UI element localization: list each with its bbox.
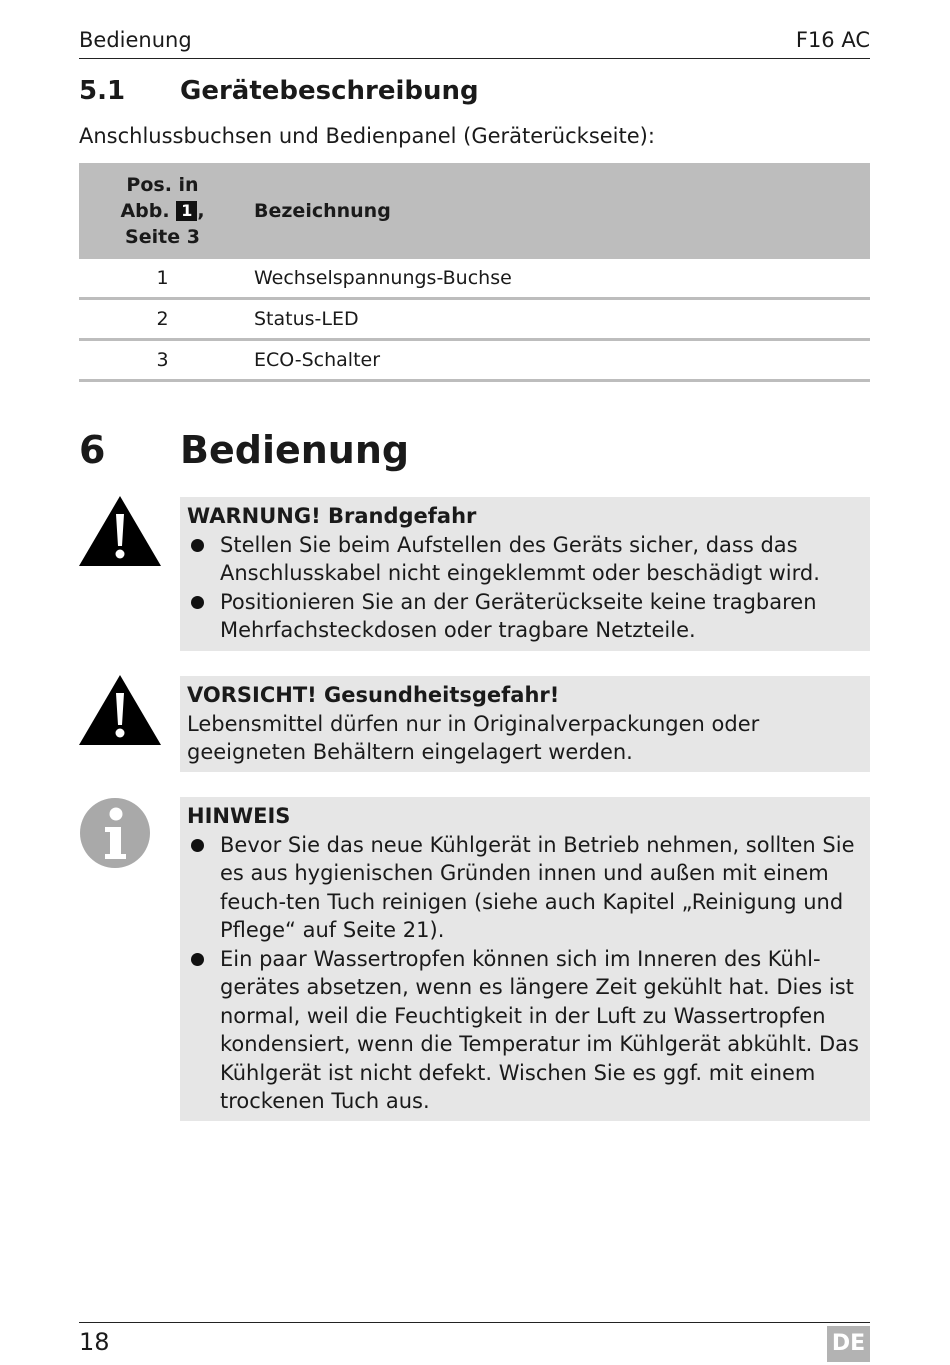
list-item	[187, 531, 860, 588]
bullet-icon	[191, 596, 204, 609]
warning-triangle-icon	[79, 496, 161, 568]
language-badge: DE	[827, 1326, 870, 1362]
list-item	[187, 945, 860, 1116]
note-list	[187, 831, 860, 1116]
caution-notice	[180, 676, 870, 772]
list-item-text: Stellen Sie beim Aufstellen des Geräts sicher, dass das Anschlusskabel nicht eingeklemmt oder beschädigt wird.	[220, 532, 820, 585]
row-name: Status-LED	[246, 299, 870, 340]
info-icon	[79, 797, 151, 869]
section-number: 5.1	[79, 76, 126, 106]
list-item-text: Positionieren Sie an der Geräterückseite keine tragbaren Mehrfachsteckdosen oder tragbare Netzteile.	[220, 589, 817, 642]
header-chapter: Bedienung	[79, 28, 192, 52]
header-model: F16 AC	[795, 28, 870, 52]
row-name: ECO-Schalter	[246, 340, 870, 381]
caution-text: Lebensmittel dürfen nur in Originalverpackungen oder geeigneten Behältern eingelagert werden.	[187, 711, 760, 764]
warning-notice	[180, 497, 870, 651]
caution-title: VORSICHT! Gesundheitsgefahr!	[187, 683, 560, 707]
list-item	[187, 588, 860, 645]
chapter-title: Bedienung	[180, 428, 410, 472]
row-pos: 3	[79, 340, 246, 381]
warning-triangle-icon	[79, 675, 161, 747]
bullet-icon	[191, 539, 204, 552]
section-intro: Anschlussbuchsen und Bedienpanel (Geräterückseite):	[79, 124, 655, 148]
page-number: 18	[79, 1328, 110, 1356]
header-pos-abb: Abb.	[120, 200, 170, 222]
table-row	[79, 299, 870, 340]
section-title: Gerätebeschreibung	[180, 76, 479, 106]
header-pos-comma: ,	[197, 200, 205, 222]
chapter-number: 6	[79, 428, 106, 472]
bullet-icon	[191, 839, 204, 852]
table-header-name: Bezeichnung	[246, 163, 870, 259]
row-pos: 2	[79, 299, 246, 340]
warning-title: WARNUNG! Brandgefahr	[187, 504, 477, 528]
figure-number-badge: 1	[176, 201, 197, 221]
parts-table	[79, 163, 870, 382]
footer-rule	[79, 1322, 870, 1323]
warning-list	[187, 531, 860, 645]
row-pos: 1	[79, 259, 246, 299]
bullet-icon	[191, 953, 204, 966]
note-notice	[180, 797, 870, 1121]
list-item	[187, 831, 860, 945]
header-pos-line1: Pos. in	[126, 174, 199, 196]
table-row	[79, 340, 870, 381]
table-header-row	[79, 163, 870, 259]
list-item-text: Ein paar Wassertropfen können sich im Inneren des Kühl-gerätes absetzen, wenn es längere Zeit gekühlt hat. Dies ist normal, weil die Feuchtigkeit in der Luft zu Wassertropfen kondensiert, wenn die Temperatur im Kühlgerät abkühlt. Das Kühlgerät ist nicht defekt. Wischen Sie es ggf. mit einem trockenen Tuch aus.	[220, 946, 859, 1113]
row-name: Wechselspannungs-Buchse	[246, 259, 870, 299]
note-title: HINWEIS	[187, 804, 291, 828]
running-header	[79, 26, 870, 59]
table-row	[79, 259, 870, 299]
header-pos-page: Seite 3	[125, 226, 200, 248]
table-header-pos	[79, 163, 246, 259]
list-item-text: Bevor Sie das neue Kühlgerät in Betrieb nehmen, sollten Sie es aus hygienischen Gründen innen und außen mit einem feuch-ten Tuch reinigen (siehe auch Kapitel „Reinigung und Pflege“ auf Seite 21).	[220, 832, 855, 942]
